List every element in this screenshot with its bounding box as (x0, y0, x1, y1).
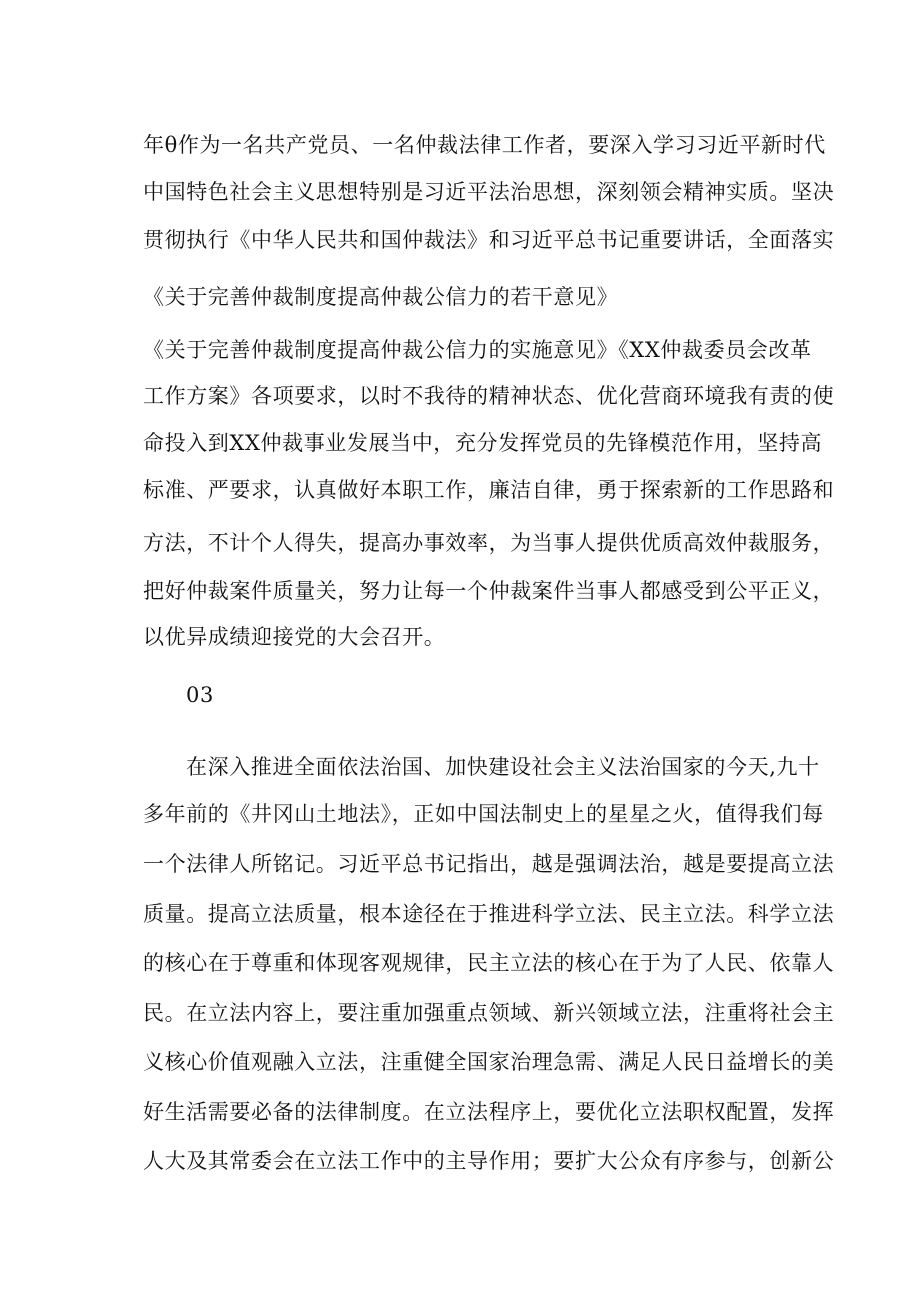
paragraph-line: 多年前的《井冈山土地法》，正如中国法制史上的星星之火，值得我们每 (143, 802, 824, 826)
paragraph-line: 的核心在于尊重和体现客观规律，民主立法的核心在于为了人民、依靠人 (143, 951, 835, 975)
paragraph-line: 工作方案》各项要求，以时不我待的精神状态、优化营商环境我有责的使 (143, 384, 835, 408)
paragraph-line: 义核心价值观融入立法，注重健全国家治理急需、满足人民日益增长的美 (143, 1050, 835, 1074)
paragraph-line: 中国特色社会主义思想特别是习近平法治思想，深刻领会精神实质。坚决 (143, 180, 835, 204)
paragraph-line: 《关于完善仲裁制度提高仲裁公信力的若干意见》 (143, 285, 619, 309)
paragraph-line: 标准、严要求，认真做好本职工作，廉洁自律，勇于探索新的工作思路和 (143, 478, 835, 502)
paragraph-line: 命投入到XX仲裁事业发展当中，充分发挥党员的先锋模范作用，坚持高 (143, 431, 823, 455)
paragraph-line: 贯彻执行《中华人民共和国仲裁法》和习近平总书记重要讲话，全面落实 (143, 228, 835, 252)
paragraph-line: 人大及其常委会在立法工作中的主导作用；要扩大公众有序参与，创新公 (143, 1149, 835, 1173)
paragraph-line: 年θ作为一名共产党员、一名仲裁法律工作者，要深入学习习近平新时代 (143, 133, 826, 157)
paragraph-line: 质量。提高立法质量，根本途径在于推进科学立法、民主立法。科学立法 (143, 902, 835, 926)
paragraph-line: 在深入推进全面依法治国、加快建设社会主义法治国家的今天,九十 (186, 755, 820, 779)
paragraph-line: 民。在立法内容上，要注重加强重点领域、新兴领域立法，注重将社会主 (143, 1001, 835, 1025)
paragraph-line: 方法，不计个人得失，提高办事效率，为当事人提供优质高效仲裁服务， (143, 531, 835, 555)
paragraph-line: 一个法律人所铭记。习近平总书记指出，越是强调法治，越是要提高立法 (143, 852, 835, 876)
paragraph-line: 把好仲裁案件质量关，努力让每一个仲裁案件当事人都感受到公平正义， (143, 579, 835, 603)
paragraph-line: 以优异成绩迎接党的大会召开。 (143, 625, 446, 649)
section-number: 03 (186, 683, 214, 707)
paragraph-line: 好生活需要必备的法律制度。在立法程序上，要优化立法职权配置，发挥 (143, 1100, 835, 1124)
paragraph-line: 《关于完善仲裁制度提高仲裁公信力的实施意见》《XX仲裁委员会改革 (143, 338, 812, 362)
